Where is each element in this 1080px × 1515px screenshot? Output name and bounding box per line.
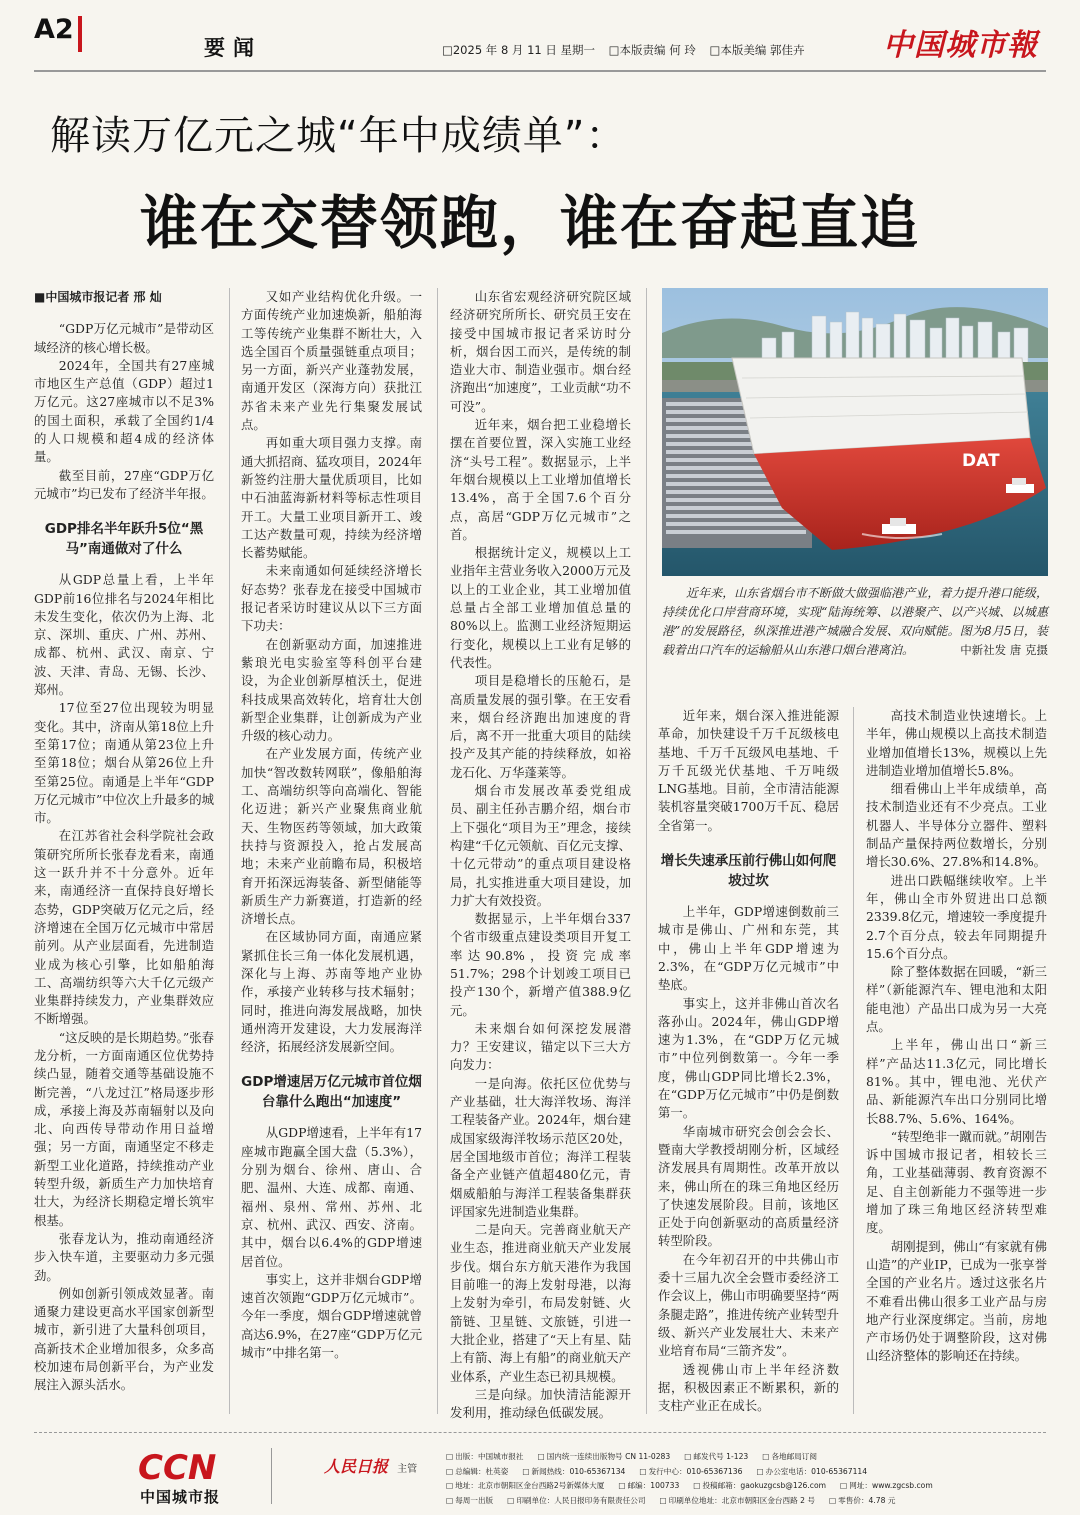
issue-date: □2025 年 8 月 11 日 星期一 bbox=[442, 43, 596, 57]
issue-designer: □本版美编 郭佳卉 bbox=[709, 43, 805, 57]
imprint-item: □ 邮发代号 1-123 bbox=[684, 1450, 748, 1465]
paragraph: 再如重大项目强力支撑。南通大抓招商、猛攻项目，2024年新签约注册大量优质项目，比如中石油蓝海新材料等标志性项目开工。大量工业项目新开工、竣工达产数量可观，持续为经济增长蓄势赋能。 bbox=[241, 435, 422, 561]
sponsor-role: 主管 bbox=[397, 1464, 418, 1475]
paragraph: 从GDP总量上看，上半年GDP前16位排名与2024年相比未发生变化，依次仍为上海、北京、深圳、重庆、广州、苏州、成都、杭州、武汉、南京、宁波、天津、青岛、无锡、长沙、郑州。 bbox=[34, 572, 214, 698]
paragraph: 二是向天。完善商业航天产业生态，推进商业航天产业发展步伐。烟台东方航天港作为我国目前唯一的海上发射母港，以海上发射为牵引，布局发射链、火箭链、卫星链、文旅链，引进一大批企业，搭建了“天上有星、陆上有箭、海上有船”的商业航天产业体系，产业生态已初具规模。 bbox=[450, 1222, 631, 1384]
subheading: 增长失速承压前行佛山如何爬坡过坎 bbox=[660, 853, 837, 890]
paragraph: 胡刚提到，佛山“有家就有佛山造”的产业IP，已成为一张享誉全国的产业名片。透过这张名片不难看出佛山很多工业产品与房地产行业深度绑定。当前，房地产市场仍处于调整阶段，这对佛山经济整体的影响还在持续。 bbox=[866, 1238, 1047, 1364]
paragraph: 三是向绿。加快清洁能源开发利用，推动绿色低碳发展。 bbox=[450, 1386, 631, 1421]
ship-mark: DAT bbox=[962, 451, 1000, 471]
issue-info bbox=[442, 42, 815, 58]
paragraph: 近年来，烟台深入推进能源革命，加快建设千万千瓦级核电基地、千万千瓦级风电基地、千万千瓦级光伏基地、千万吨级LNG基地。目前，全市清洁能源装机容量突破1700万千瓦、稳居全省第一。 bbox=[658, 708, 839, 833]
imprint-row bbox=[446, 1450, 1046, 1465]
article-column-1 bbox=[34, 288, 214, 1395]
paragraph: 17位至27位出现较为明显变化。其中，济南从第18位上升至第17位；南通从第23位上升至第18位；烟台从第26位上升至第25位。南通是上半年“GDP万亿元城市”中位次上升最多的城市。 bbox=[34, 700, 214, 826]
port-ship-illustration bbox=[662, 288, 1048, 576]
sponsor bbox=[324, 1454, 417, 1477]
imprint-item: □ 邮编：100733 bbox=[618, 1479, 679, 1494]
paragraph: 上半年，佛山出口“新三样”产品达11.3亿元，同比增长81%。其中，锂电池、光伏产品、新能源汽车出口分别同比增长88.7%、5.6%、164%。 bbox=[866, 1037, 1047, 1126]
byline: ■中国城市报记者 邢 灿 bbox=[34, 290, 162, 304]
paragraph: 在今年初召开的中共佛山市委十三届九次全会暨市委经济工作会议上，佛山市明确要坚持“两条腿走路”，推进传统产业转型升级、新兴产业发展壮大、未来产业培育布局“三箭齐发”。 bbox=[658, 1251, 839, 1359]
paragraph: 在区域协同方面，南通应紧紧抓住长三角一体化发展机遇，深化与上海、苏南等地产业协作，承接产业转移与技术辐射；同时，推进向海发展战略，加快通州湾开发建设，大力发展海洋经济，拓展经济发展新空间。 bbox=[241, 929, 422, 1055]
paragraph: 高技术制造业快速增长。上半年，佛山规模以上高技术制造业增加值增长13%，规模以上先进制造业增加值增长5.8%。 bbox=[866, 708, 1047, 778]
sponsor-logo: 人民日报 bbox=[324, 1457, 389, 1476]
paragraph: “GDP万亿元城市”是带动区域经济的核心增长极。 bbox=[34, 321, 214, 355]
paragraph: 除了整体数据在回暖，“新三样”（新能源汽车、锂电池和太阳能电池）产品出口成为另一大亮点。 bbox=[866, 964, 1047, 1035]
photo-caption bbox=[662, 584, 1048, 660]
paragraph: 2024年，全国共有27座城市地区生产总值（GDP）超过1万亿元。这27座城市以不足3%的国土面积，承载了全国约1/4的人口规模和超4成的经济体量。 bbox=[34, 357, 214, 465]
paragraph: 例如创新引领成效显著。南通聚力建设更高水平国家创新型城市，新引进了大量科创项目，高新技术企业增加很多，众多高校加速布局创新平台，为产业发展注入源头活水。 bbox=[34, 1285, 214, 1393]
imprint-item: □ 新闻热线：010-65367134 bbox=[522, 1465, 625, 1480]
imprint-item: □ 地址：北京市朝阳区金台西路2号新媒体大厦 bbox=[446, 1479, 604, 1494]
paragraph: 未来烟台如何深挖发展潜力？王安建议，锚定以下三大方向发力： bbox=[450, 1020, 631, 1073]
imprint-item: □ 办公室电话：010-65367114 bbox=[756, 1465, 867, 1480]
paragraph: “转型绝非一蹴而就。”胡刚告诉中国城市报记者，相较长三角，工业基础薄弱、教育资源不足、自主创新能力不强等进一步增加了珠三角地区经济转型难度。 bbox=[866, 1128, 1047, 1236]
imprint-item: □ 国内统一连续出版物号 CN 11-0283 bbox=[538, 1450, 671, 1465]
article-column-4 bbox=[658, 707, 839, 1415]
imprint-item: □ 发行中心：010-65367136 bbox=[639, 1465, 742, 1480]
headline-line2: 谁在交替领跑，谁在奋起直追 bbox=[140, 189, 921, 257]
paragraph: 进出口跌幅继续收窄。上半年，佛山全市外贸进出口总额2339.8亿元，增速较一季度提升2.7个百分点，较去年同期提升15.6个百分点。 bbox=[866, 872, 1047, 961]
column-rule bbox=[646, 288, 647, 1414]
paragraph: 近年来，烟台把工业稳增长摆在首要位置，深入实施工业经济“头号工程”。数据显示，上半年烟台规模以上工业增加值增长13.4%，高于全国7.6个百分点，高居“GDP万亿元城市”之首。 bbox=[450, 417, 631, 542]
paragraph: 又如产业结构优化升级。一方面传统产业加速焕新，船舶海工等传统产业集群不断壮大，入选全国百个质量强链重点项目；另一方面，新兴产业蓬勃发展，南通开发区（深海方向）获批江苏省未来产业先行集聚发展试点。 bbox=[241, 289, 422, 433]
port-photo bbox=[662, 288, 1048, 576]
paragraph: 细看佛山上半年成绩单，高技术制造业还有不少亮点。工业机器人、半导体分立器件、塑料制品产量保持两位数增长，分别增长30.6%、27.8%和14.8%。 bbox=[866, 781, 1047, 870]
paragraph: 根据统计定义，规模以上工业指年主营业务收入2000万元及以上的工业企业，其工业增加值总量占全部工业增加值总量的80%以上。监测工业经济短期运行变化，规模以上工业有足够的代表性。 bbox=[450, 545, 631, 670]
imprint-row bbox=[446, 1479, 1046, 1494]
ccn-brand-name: 中国城市报 bbox=[140, 1488, 221, 1506]
imprint-item: □ 出版：中国城市报社 bbox=[446, 1450, 524, 1465]
section-name: 要闻 bbox=[204, 36, 262, 60]
paragraph: 截至目前，27座“GDP万亿元城市”均已发布了经济半年报。 bbox=[34, 467, 214, 501]
imprint-item: □ 各地邮局订阅 bbox=[762, 1450, 817, 1465]
paragraph: 在产业发展方面，传统产业加快“智改数转网联”，像船舶海工、高端纺织等向高端化、智能化迈进；新兴产业聚焦商业航天、生物医药等领域，加大政策扶持与资源投入，抢占发展高地；未来产业前瞻布局，积极培育开拓深远海装备、新型储能等新质生产力新赛道，打造新的经济增长点。 bbox=[241, 746, 422, 927]
ccn-letters: CCN bbox=[138, 1448, 217, 1488]
footer bbox=[34, 1442, 1046, 1508]
paragraph: 事实上，这并非烟台GDP增速首次领跑“GDP万亿元城市”。今年一季度，烟台GDP增速就曾高达6.9%，在27座“GDP万亿元城市”中排名第一。 bbox=[241, 1271, 422, 1361]
column-rule bbox=[437, 288, 438, 1414]
paragraph: 在江苏省社会科学院社会政策研究所所长张春龙看来，南通这一跃升并不十分意外。近年来，南通经济一直保持良好增长态势，GDP突破万亿元之后，经济增速在全国万亿元城市中常居前列。从产业层面看，先进制造业成为核心引擎，比如船舶海工、高端纺织等六大千亿元级产业集群持续发力，产业集群效应不断增强。 bbox=[34, 828, 214, 1027]
paragraph: 烟台市发展改革委党组成员、副主任孙吉鹏介绍，烟台市上下强化“项目为王”理念，接续构建“千亿元领航、百亿元支撑、十亿元带动”的重点项目建设格局，扎实推进重大项目建设，加力扩大有效投资。 bbox=[450, 783, 631, 908]
imprint-item: □ 印刷单位地址：北京市朝阳区金台西路 2 号 bbox=[659, 1494, 815, 1509]
imprint-item: □ 总编辑：杜英姿 bbox=[446, 1465, 508, 1480]
footer-rule bbox=[34, 1432, 1046, 1433]
column-rule bbox=[229, 288, 230, 1414]
paragraph: 项目是稳增长的压舱石，是高质量发展的强引擎。在王安看来，烟台经济跑出加速度的背后，离不开一批重大项目的陆续投产及其产能的持续释放，如裕龙石化、万华蓬莱等。 bbox=[450, 673, 631, 780]
header-rule bbox=[34, 70, 1046, 72]
imprint bbox=[446, 1450, 1046, 1508]
paragraph: 一是向海。依托区位优势与产业基础，壮大海洋牧场、海洋工程装备产业。2024年，烟台建成国家级海洋牧场示范区20处，居全国地级市首位；海洋工程装备全产业链产值超480亿元，青烟威船舶与海洋工程装备集群获评国家先进制造业集群。 bbox=[450, 1075, 631, 1219]
imprint-item: □ 零售价：4.78 元 bbox=[829, 1494, 895, 1509]
article-column-2 bbox=[241, 288, 422, 1362]
imprint-item: □ 网址：www.zgcsb.com bbox=[840, 1479, 933, 1494]
footer-divider bbox=[271, 1448, 272, 1504]
paragraph: 山东省宏观经济研究院区域经济研究所所长、研究员王安在接受中国城市报记者采访时分析，烟台因工而兴，是传统的制造业大市、制造业强市。烟台经济跑出“加速度”，工业贡献“功不可没”。 bbox=[450, 289, 631, 414]
imprint-item: □ 印刷单位：人民日报印务有限责任公司 bbox=[507, 1494, 645, 1509]
column-rule bbox=[853, 707, 854, 1414]
paragraph: “这反映的是长期趋势。”张春龙分析，一方面南通区位优势持续凸显，随着交通等基础设施不断完善，“八龙过江”格局逐步形成，承接上海及苏南辐射以及向北、向西传导带动作用日益增强；另一方面，南通坚定不移走新型工业化道路，持续推动产业转型升级，新质生产力加快培育壮大，为经济长期稳定增长筑牢根基。 bbox=[34, 1029, 214, 1228]
paragraph: 上半年，GDP增速倒数前三城市是佛山、广州和东莞，其中，佛山上半年GDP增速为2.3%，在“GDP万亿元城市”中垫底。 bbox=[658, 904, 839, 993]
subheading: GDP排名半年跃升5位“黑马”南通做对了什么 bbox=[44, 521, 204, 558]
page-header bbox=[34, 8, 1046, 72]
paragraph: 未来南通如何延续经济增长好态势？张春龙在接受中国城市报记者采访时建议从以下三方面下功夫： bbox=[241, 563, 422, 634]
page-number: A2 bbox=[34, 14, 74, 45]
subheading: GDP增速居万亿元城市首位烟台靠什么跑出“加速度” bbox=[241, 1074, 422, 1111]
paragraph: 从GDP增速看，上半年有17座城市跑赢全国大盘（5.3%），分别为烟台、徐州、唐山、合肥、温州、大连、成都、南通、福州、泉州、常州、苏州、北京、杭州、武汉、西安、济南。其中，烟台以6.4%的GDP增速居首位。 bbox=[241, 1125, 422, 1269]
imprint-row bbox=[446, 1465, 1046, 1480]
paragraph: 华南城市研究会创会会长、暨南大学教授胡刚分析，区域经济发展具有周期性。改革开放以来，佛山所在的珠三角地区经历了快速发展阶段。目前，该地区正处于向创新驱动的高质量经济转型阶段。 bbox=[658, 1123, 839, 1249]
paragraph: 张春龙认为，推动南通经济步入快车道，主要驱动力多元强劲。 bbox=[34, 1230, 214, 1283]
photo-caption-text: 近年来，山东省烟台市不断做大做强临港产业，着力提升港口能级，持续优化口岸营商环境，实现“陆海统筹、以港聚产、以产兴城、以城惠港”的发展路径，纵深推进港产城融合发展、双向赋能。图为8月5日，装载着出口汽车的运输船从山东港口烟台港离泊。 bbox=[662, 586, 1048, 657]
ccn-logo bbox=[138, 1450, 248, 1506]
page-number-bar bbox=[78, 16, 82, 52]
paragraph: 数据显示，上半年烟台337个省市级重点建设类项目开复工率达90.8%，投资完成率51.7%；298个计划竣工项目已投产130个，新增产值388.9亿元。 bbox=[450, 911, 631, 1018]
imprint-item: □ 投稿邮箱：gaokuzgcsb@126.com bbox=[693, 1479, 826, 1494]
imprint-row bbox=[446, 1494, 1046, 1509]
issue-editor: □本版责编 何 玲 bbox=[608, 43, 696, 57]
article-column-3 bbox=[450, 288, 631, 1422]
paragraph: 透视佛山市上半年经济数据，积极因素正不断累积，新的支柱产业正在成长。 bbox=[658, 1361, 839, 1414]
imprint-item: □ 每周一出版 bbox=[446, 1494, 493, 1509]
headline-line1: 解读万亿元之城“年中成绩单”： bbox=[50, 113, 627, 159]
article-column-5 bbox=[866, 707, 1047, 1366]
masthead-logo: 中国城市報 bbox=[883, 28, 1038, 63]
photo-credit: 中新社发 唐 克摄 bbox=[960, 643, 1048, 657]
paragraph: 在创新驱动方面，加速推进紫琅光电实验室等科创平台建设，为企业创新厚植沃土，促进科技成果高效转化，培育壮大创新型企业集群，让创新成为产业升级的核心动力。 bbox=[241, 636, 422, 744]
paragraph: 事实上，这并非佛山首次名落孙山。2024年，佛山GDP增速为1.3%，在“GDP万亿元城市”中位列倒数第一。今年一季度，佛山GDP同比增长2.3%，在“GDP万亿元城市”中仍是倒数第一。 bbox=[658, 995, 839, 1121]
